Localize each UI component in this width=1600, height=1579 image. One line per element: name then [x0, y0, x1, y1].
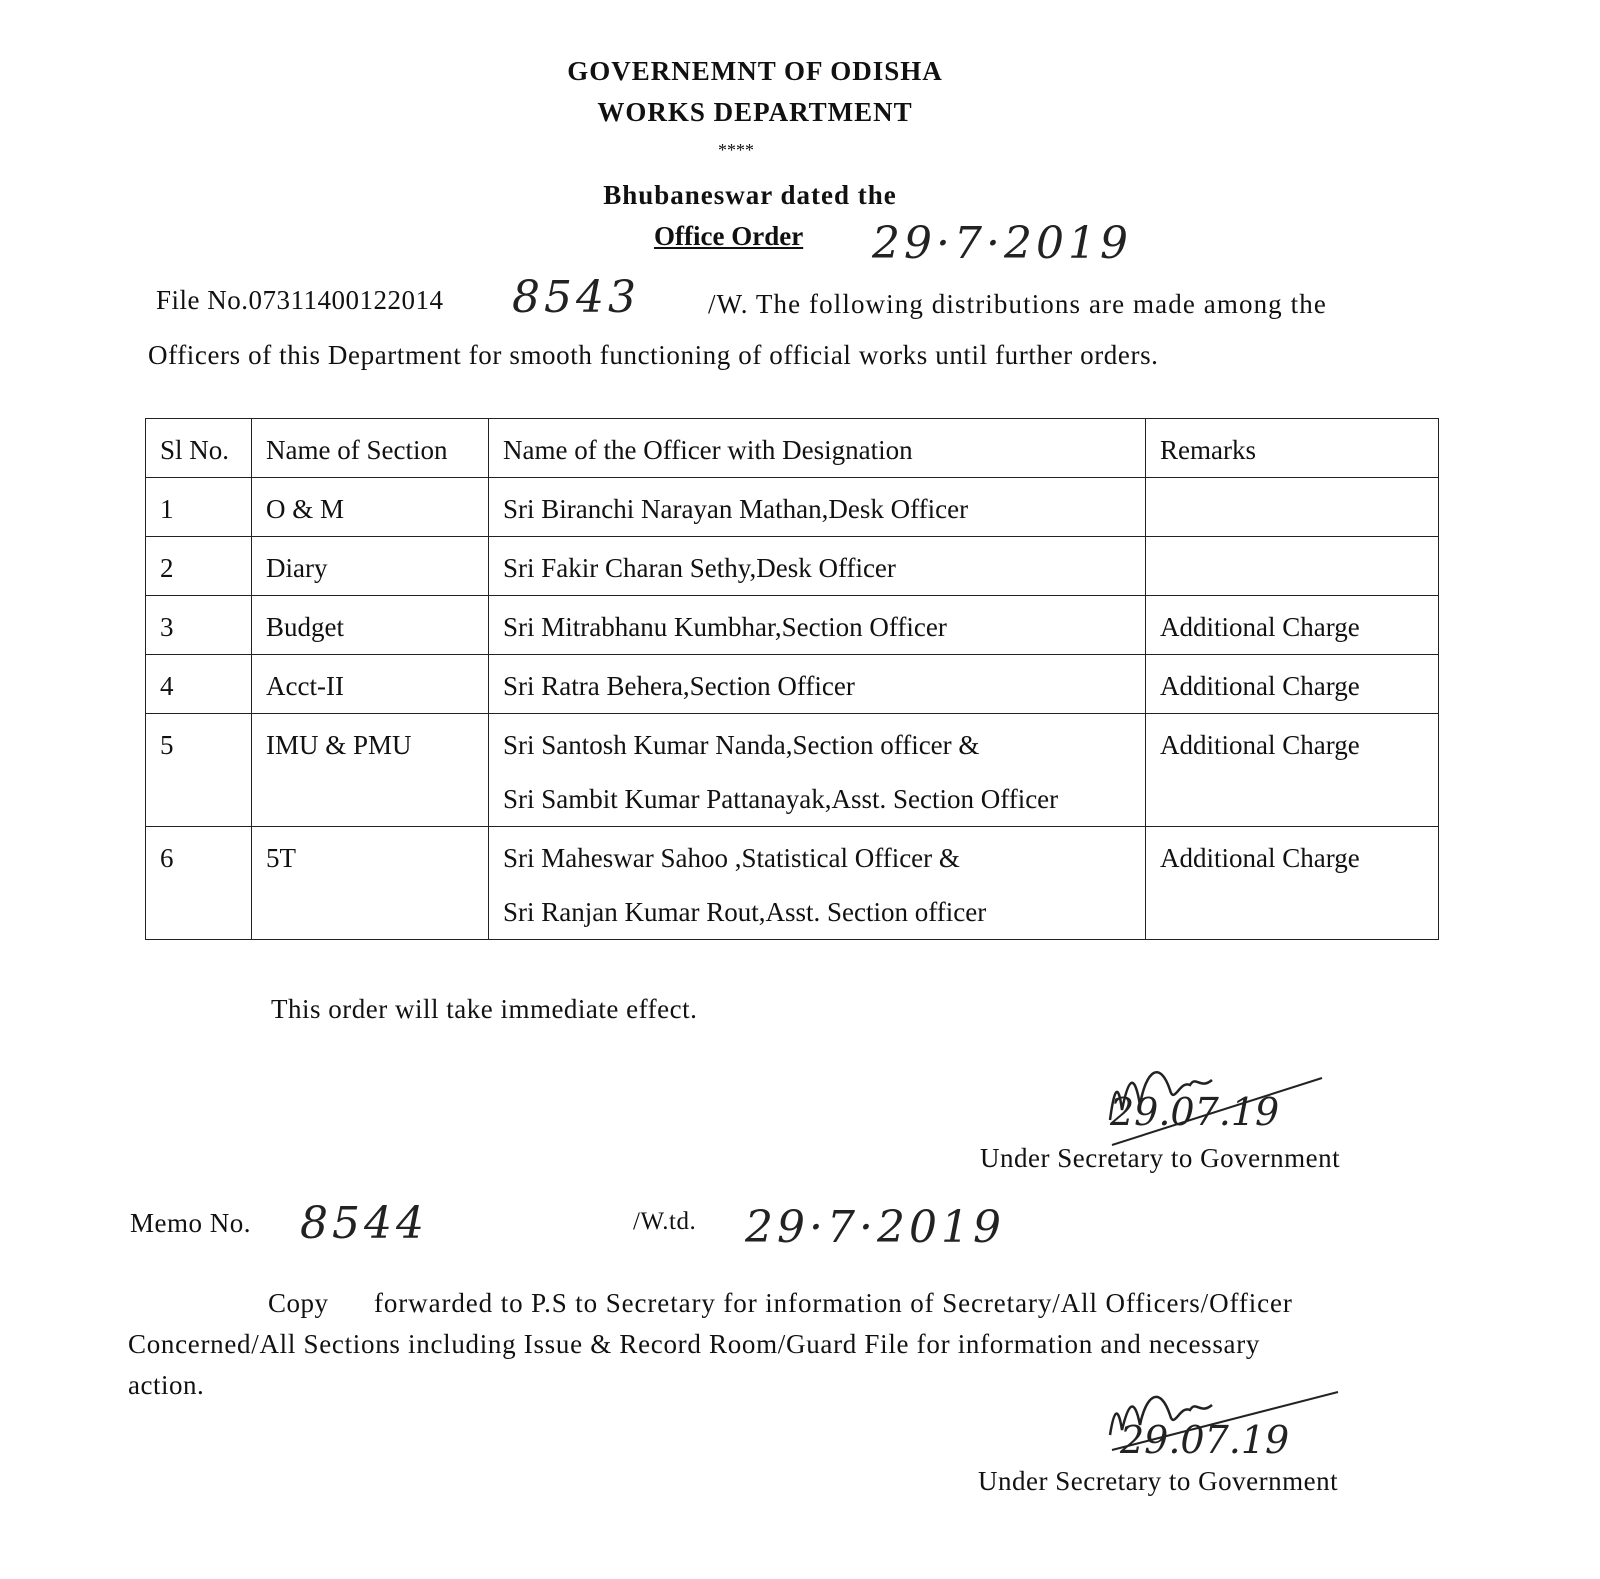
cell-sl: 3 [146, 596, 252, 655]
copy-line2: Concerned/All Sections including Issue & Record Room/Guard File for information and necessary [128, 1329, 1261, 1359]
memo-label: Memo No. [130, 1208, 251, 1238]
cell-remarks: Additional Charge [1146, 596, 1439, 655]
file-number-label: File No.07311400122014 [156, 285, 444, 315]
copy-line1: forwarded to P.S to Secretary for information of Secretary/All Officers/Officer [374, 1288, 1293, 1318]
cell-sl: 1 [146, 478, 252, 537]
header-section: Name of Section [252, 419, 489, 478]
cell-sl: 4 [146, 655, 252, 714]
order-date-handwritten: 29·7·2019 [872, 218, 1132, 269]
cell-remarks: Additional Charge [1146, 827, 1439, 940]
distribution-table [145, 418, 1439, 940]
cell-sl: 6 [146, 827, 252, 940]
memo-date-handwritten: 29·7·2019 [745, 1202, 1005, 1253]
officer-line: Sri Maheswar Sahoo ,Statistical Officer & [503, 843, 960, 873]
signature-2-designation: Under Secretary to Government [978, 1466, 1339, 1496]
signature-1-date: 29.07.19 [1110, 1090, 1280, 1134]
place-dated: Bhubaneswar dated the [603, 180, 897, 210]
cell-remarks: Additional Charge [1146, 714, 1439, 827]
department-heading: WORKS DEPARTMENT [597, 97, 913, 127]
cell-officer: Sri Fakir Charan Sethy,Desk Officer [489, 537, 1146, 596]
cell-section: 5T [252, 827, 489, 940]
cell-remarks [1146, 537, 1439, 596]
order-title: Office Order [654, 221, 804, 251]
cell-officer [489, 827, 1146, 940]
table-row [146, 655, 1439, 714]
officer-line: Sri Santosh Kumar Nanda,Section officer & [503, 730, 980, 760]
stars-separator: **** [718, 140, 754, 160]
cell-officer: Sri Mitrabhanu Kumbhar,Section Officer [489, 596, 1146, 655]
table-row [146, 537, 1439, 596]
file-number-handwritten: 8543 [512, 272, 640, 323]
cell-sl: 2 [146, 537, 252, 596]
cell-section: Acct-II [252, 655, 489, 714]
government-heading: GOVERNEMNT OF ODISHA [567, 56, 943, 86]
effect-text: This order will take immediate effect. [271, 994, 698, 1024]
cell-remarks: Additional Charge [1146, 655, 1439, 714]
signature-2-date: 29.07.19 [1120, 1418, 1290, 1462]
intro-line1: /W. The following distributions are made among the [708, 289, 1327, 319]
copy-line3: action. [128, 1370, 205, 1400]
cell-officer: Sri Ratra Behera,Section Officer [489, 655, 1146, 714]
intro-line2: Officers of this Department for smooth functioning of official works until further orders. [148, 340, 1159, 370]
header-sl-no: Sl No. [146, 419, 252, 478]
table-row [146, 827, 1439, 940]
cell-section: IMU & PMU [252, 714, 489, 827]
table-row [146, 714, 1439, 827]
cell-remarks [1146, 478, 1439, 537]
copy-word: Copy [268, 1288, 329, 1318]
memo-wtd-label: /W.td. [633, 1208, 697, 1235]
header-remarks: Remarks [1146, 419, 1439, 478]
table-header-row [146, 419, 1439, 478]
cell-officer: Sri Biranchi Narayan Mathan,Desk Officer [489, 478, 1146, 537]
cell-sl: 5 [146, 714, 252, 827]
signature-1-designation: Under Secretary to Government [980, 1143, 1341, 1173]
cell-section: Diary [252, 537, 489, 596]
table-row [146, 478, 1439, 537]
officer-line: Sri Sambit Kumar Pattanayak,Asst. Section Officer [503, 784, 1059, 814]
memo-number-handwritten: 8544 [300, 1198, 428, 1249]
cell-officer [489, 714, 1146, 827]
table-row [146, 596, 1439, 655]
officer-line: Sri Ranjan Kumar Rout,Asst. Section officer [503, 897, 987, 927]
cell-section: Budget [252, 596, 489, 655]
header-officer: Name of the Officer with Designation [489, 419, 1146, 478]
cell-section: O & M [252, 478, 489, 537]
